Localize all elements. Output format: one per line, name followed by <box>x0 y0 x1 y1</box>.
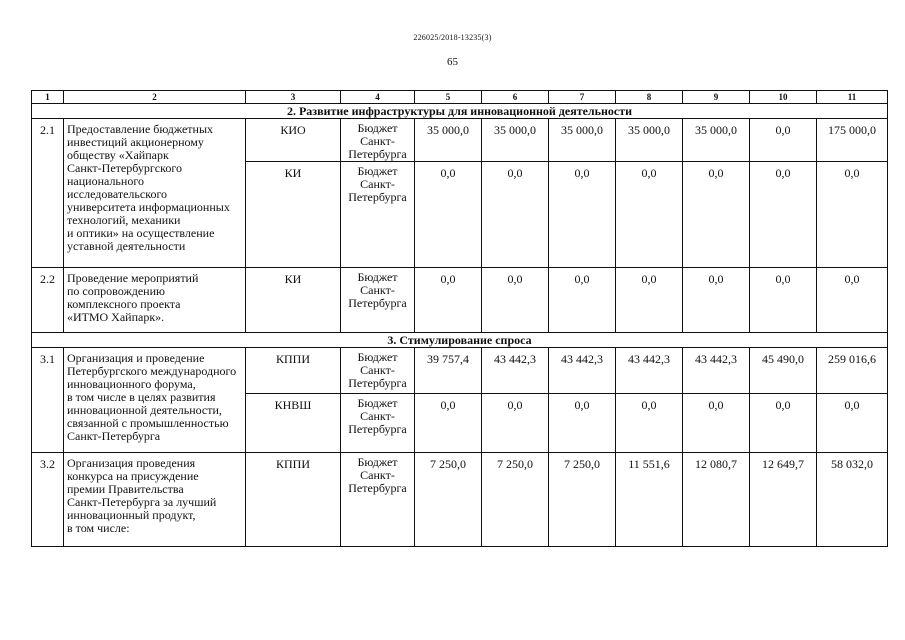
value-cell: 0,0 <box>683 394 750 453</box>
funding-source-text: Бюджет Санкт- Петербурга <box>348 396 407 436</box>
value-cell: 35 000,0 <box>415 119 482 162</box>
value-cell: 39 757,4 <box>415 348 482 394</box>
funding-source <box>341 119 415 162</box>
value-cell: 0,0 <box>616 162 683 268</box>
funding-source <box>341 348 415 394</box>
executor: КППИ <box>246 348 341 394</box>
table-row <box>32 348 888 394</box>
value-cell: 0,0 <box>415 394 482 453</box>
value-cell: 12 649,7 <box>750 453 817 547</box>
row-number: 2.1 <box>32 119 64 268</box>
value-cell: 0,0 <box>482 162 549 268</box>
column-number-row <box>32 91 888 104</box>
measure-name-text: Организация и проведение Петербургского международного инновационного форума, в том числе в целях развития инновационной деятельности, связанной с промышленностью Санкт-Петербурга <box>67 351 237 443</box>
value-cell: 35 000,0 <box>616 119 683 162</box>
executor: КНВШ <box>246 394 341 453</box>
col-number: 8 <box>616 91 683 104</box>
measure-name <box>64 119 246 268</box>
total-cell: 0,0 <box>817 394 888 453</box>
value-cell: 45 490,0 <box>750 348 817 394</box>
value-cell: 0,0 <box>750 162 817 268</box>
table-row <box>32 268 888 333</box>
funding-source-text: Бюджет Санкт- Петербурга <box>348 164 407 204</box>
value-cell: 12 080,7 <box>683 453 750 547</box>
budget-table <box>31 90 888 547</box>
value-cell: 0,0 <box>616 268 683 333</box>
col-number: 6 <box>482 91 549 104</box>
executor: КИ <box>246 162 341 268</box>
total-cell: 58 032,0 <box>817 453 888 547</box>
measure-name <box>64 453 246 547</box>
funding-source <box>341 453 415 547</box>
col-number: 5 <box>415 91 482 104</box>
value-cell: 35 000,0 <box>482 119 549 162</box>
value-cell: 11 551,6 <box>616 453 683 547</box>
funding-source-text: Бюджет Санкт- Петербурга <box>348 270 407 310</box>
col-number: 3 <box>246 91 341 104</box>
executor: КППИ <box>246 453 341 547</box>
measure-name-text: Проведение мероприятий по сопровождению комплексного проекта «ИТМО Хайпарк». <box>67 271 199 324</box>
row-number: 2.2 <box>32 268 64 333</box>
value-cell: 43 442,3 <box>683 348 750 394</box>
value-cell: 0,0 <box>683 268 750 333</box>
col-number: 9 <box>683 91 750 104</box>
value-cell: 0,0 <box>750 119 817 162</box>
col-number: 2 <box>64 91 246 104</box>
value-cell: 0,0 <box>683 162 750 268</box>
table-row <box>32 119 888 162</box>
section-title: 3. Стимулирование спроса <box>32 333 888 348</box>
section-title: 2. Развитие инфраструктуры для инновационной деятельности <box>32 104 888 119</box>
value-cell: 0,0 <box>549 268 616 333</box>
funding-source <box>341 394 415 453</box>
section-header-row <box>32 104 888 119</box>
value-cell: 0,0 <box>415 162 482 268</box>
value-cell: 43 442,3 <box>616 348 683 394</box>
row-number: 3.1 <box>32 348 64 453</box>
col-number: 4 <box>341 91 415 104</box>
measure-name <box>64 268 246 333</box>
value-cell: 0,0 <box>750 268 817 333</box>
section-header-row <box>32 333 888 348</box>
document-id: 226025/2018-13235(3) <box>413 33 492 42</box>
executor: КИО <box>246 119 341 162</box>
value-cell: 0,0 <box>750 394 817 453</box>
value-cell: 0,0 <box>549 162 616 268</box>
col-number: 10 <box>750 91 817 104</box>
total-cell: 0,0 <box>817 162 888 268</box>
measure-name-text: Предоставление бюджетных инвестиций акционерному обществу «Хайпарк Санкт-Петербургского национального исследовательского университета информационных технологий, механики и оптики» на осуществление уставной деятельности <box>67 122 230 253</box>
measure-name <box>64 348 246 453</box>
value-cell: 43 442,3 <box>549 348 616 394</box>
total-cell: 0,0 <box>817 268 888 333</box>
funding-source <box>341 162 415 268</box>
funding-source-text: Бюджет Санкт- Петербурга <box>348 121 407 161</box>
col-number: 11 <box>817 91 888 104</box>
funding-source <box>341 268 415 333</box>
value-cell: 0,0 <box>482 268 549 333</box>
page-number: 65 <box>447 56 458 68</box>
total-cell: 175 000,0 <box>817 119 888 162</box>
executor: КИ <box>246 268 341 333</box>
total-cell: 259 016,6 <box>817 348 888 394</box>
col-number: 1 <box>32 91 64 104</box>
value-cell: 35 000,0 <box>683 119 750 162</box>
table-row <box>32 453 888 547</box>
value-cell: 7 250,0 <box>549 453 616 547</box>
funding-source-text: Бюджет Санкт- Петербурга <box>348 455 407 495</box>
value-cell: 35 000,0 <box>549 119 616 162</box>
value-cell: 7 250,0 <box>415 453 482 547</box>
measure-name-text: Организация проведения конкурса на присуждение премии Правительства Санкт-Петербурга за лучший инновационный продукт, в том числе: <box>67 456 217 535</box>
value-cell: 0,0 <box>482 394 549 453</box>
value-cell: 43 442,3 <box>482 348 549 394</box>
row-number: 3.2 <box>32 453 64 547</box>
value-cell: 7 250,0 <box>482 453 549 547</box>
funding-source-text: Бюджет Санкт- Петербурга <box>348 350 407 390</box>
value-cell: 0,0 <box>549 394 616 453</box>
value-cell: 0,0 <box>616 394 683 453</box>
value-cell: 0,0 <box>415 268 482 333</box>
col-number: 7 <box>549 91 616 104</box>
